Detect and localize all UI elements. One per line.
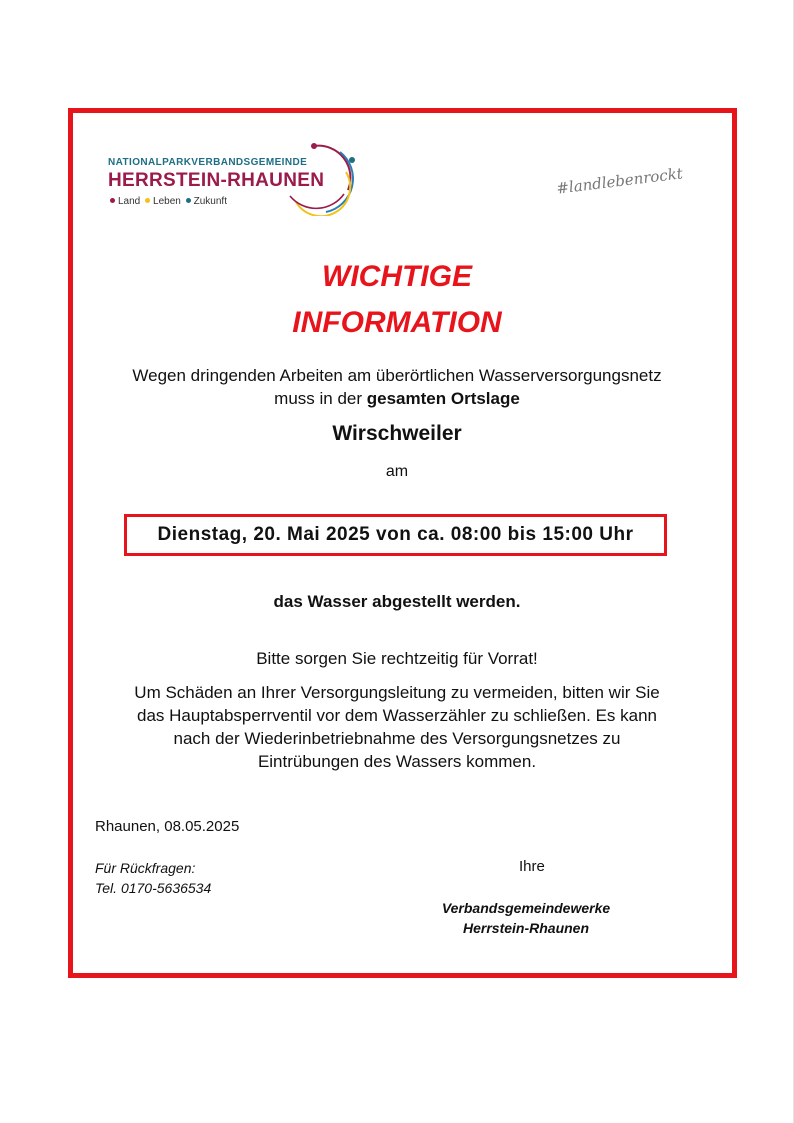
date-window: Dienstag, 20. Mai 2025 von ca. 08:00 bis 15:00 Uhr (157, 524, 634, 545)
intro-line1: Wegen dringenden Arbeiten am überörtlichen Wasserversorgungsnetz (132, 366, 662, 385)
logo (108, 140, 368, 220)
advice-line: Eintrübungen des Wassers kommen. (257, 752, 537, 771)
intro-text (0, 364, 794, 410)
intro-line2-bold: gesamten Ortslage (366, 389, 520, 408)
queries-block (95, 858, 211, 898)
advice-line: nach der Wiederinbetriebnahme des Versorgungsnetzes zu (173, 729, 621, 748)
hashtag: #landlebenrockt (555, 164, 684, 198)
date-window-box (124, 514, 667, 556)
closing-text: Ihre (519, 858, 545, 875)
signer-line2: Herrstein-Rhaunen (462, 920, 590, 936)
headline-line2: INFORMATION (292, 306, 502, 339)
headline-line1: WICHTIGE (322, 260, 472, 293)
logo-line1: NATIONALPARKVERBANDSGEMEINDE (108, 157, 308, 168)
headline (0, 254, 794, 346)
tagline-leben: Leben (153, 196, 181, 207)
tagline-dot-icon (145, 198, 150, 203)
town-name: Wirschweiler (332, 422, 462, 445)
water-off-text: das Wasser abgestellt werden. (273, 592, 521, 611)
queries-phone: Tel. 0170-5636534 (95, 880, 212, 896)
logo-arcs-icon (286, 140, 358, 216)
am-text: am (385, 463, 409, 480)
logo-tagline (108, 196, 227, 207)
signer-block (420, 898, 632, 938)
tagline-dot-icon (186, 198, 191, 203)
supply-note: Bitte sorgen Sie rechtzeitig für Vorrat! (256, 649, 538, 668)
signer-line1: Verbandsgemeindewerke (441, 900, 611, 916)
logo-line2: HERRSTEIN-RHAUNEN (108, 170, 325, 191)
place-date: Rhaunen, 08.05.2025 (95, 818, 240, 835)
advice-line: Um Schäden an Ihrer Versorgungsleitung zu vermeiden, bitten wir Sie (134, 683, 660, 702)
advice-line: das Hauptabsperrventil vor dem Wasserzähler zu schließen. Es kann (137, 706, 657, 725)
tagline-land: Land (118, 196, 141, 207)
intro-line2 (0, 387, 794, 410)
intro-line2-prefix: muss in der (274, 389, 367, 408)
tagline-dot-icon (110, 198, 115, 203)
queries-label: Für Rückfragen: (95, 860, 196, 876)
tagline-zukunft: Zukunft (193, 196, 227, 207)
advice-text (100, 681, 694, 773)
